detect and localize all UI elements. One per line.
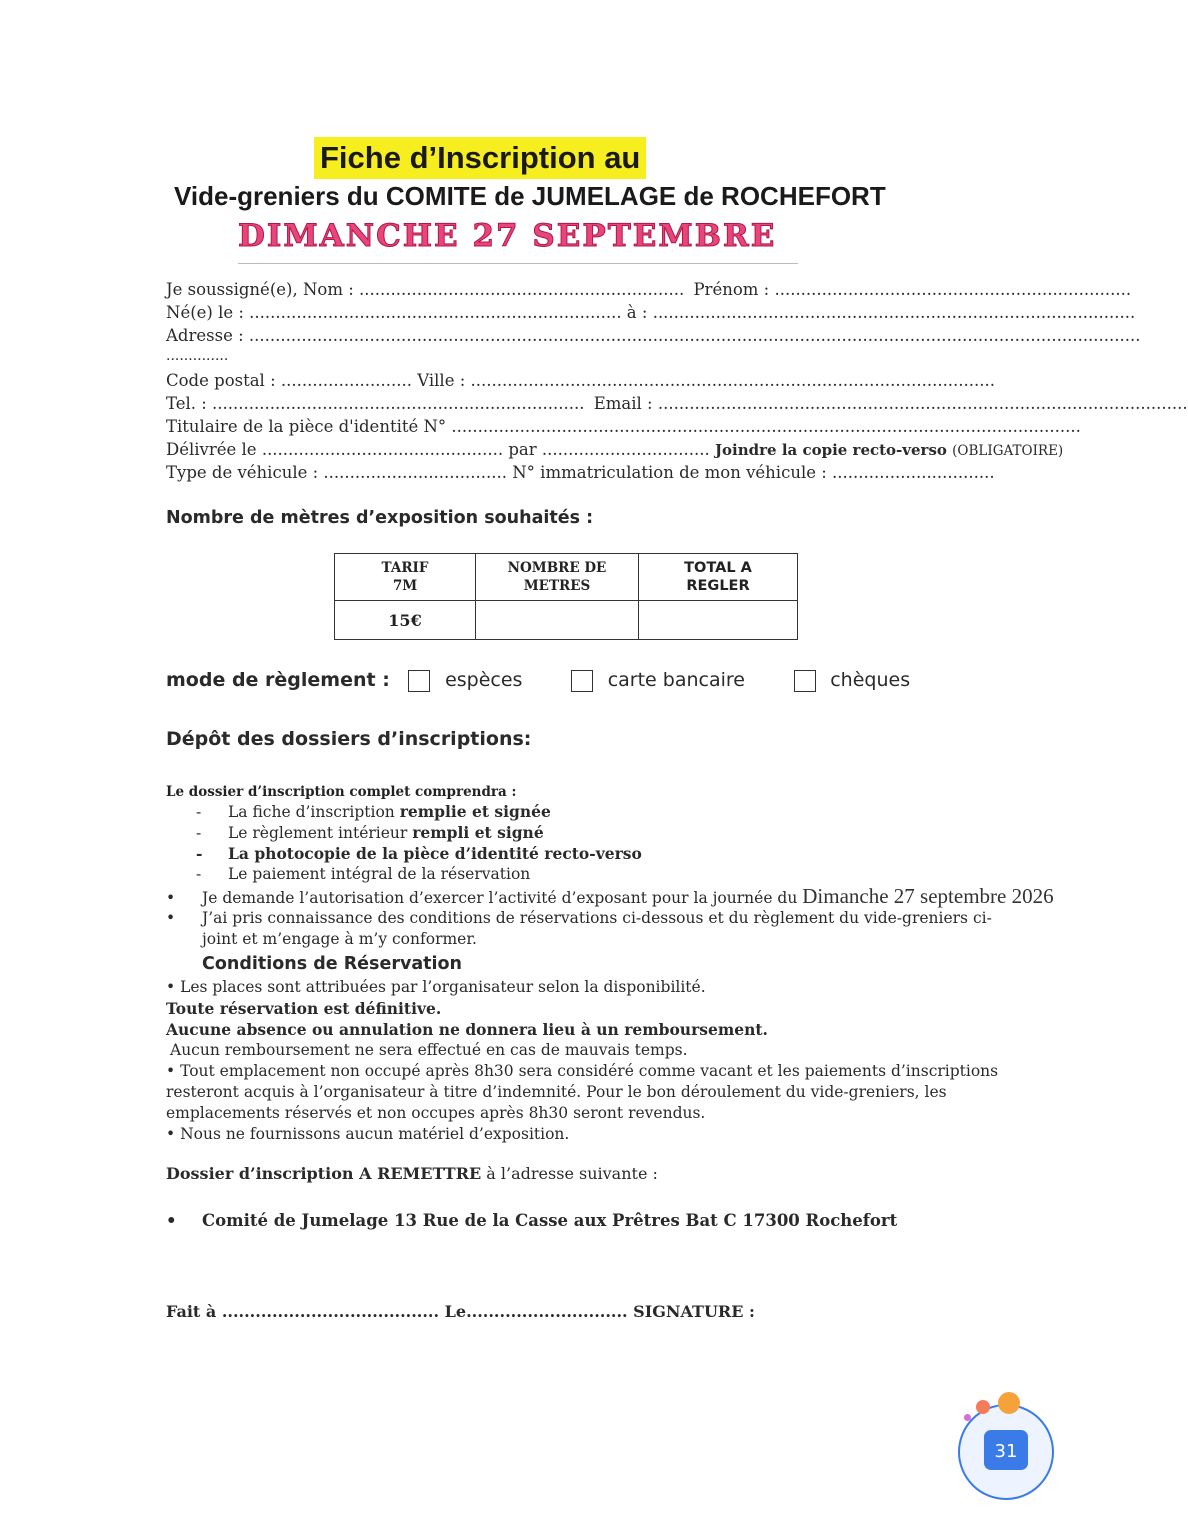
list-item: - Le règlement intérieur rempli et signé [196, 823, 544, 842]
table-row [335, 601, 798, 640]
id-issued-field: Délivrée le .............................................. par ................................ [166, 440, 710, 459]
phone-field: Tel. : ....................................................................... [166, 394, 585, 413]
decorative-dot [964, 1414, 971, 1421]
phone-email-line [166, 394, 1188, 413]
tariff-header: TARIF 7M [335, 554, 476, 601]
postal-city-line: Code postal : ......................... Ville : .................................................................................................... [166, 371, 996, 390]
vehicle-line: Type de véhicule : ................................... N° immatriculation de mon véhicule : ............................... [166, 463, 995, 482]
birth-line: Né(e) le : ....................................................................... à : ............................................................................................ [166, 303, 1136, 322]
calendar-icon: 31 [984, 1430, 1028, 1470]
address-line: Adresse : .......................................................................................................................................................................... [166, 326, 1141, 345]
price-cell: 15€ [335, 601, 476, 640]
tariff-table [334, 553, 798, 640]
total-cell[interactable] [639, 601, 798, 640]
card-label: carte bancaire [607, 669, 745, 691]
metres-header: NOMBRE DE METRES [476, 554, 639, 601]
list-item: - Le paiement intégral de la réservation [196, 865, 531, 883]
card-checkbox[interactable] [571, 670, 593, 692]
calendar-badge[interactable] [958, 1404, 1054, 1500]
authorization-bullet: • Je demande l’autorisation d’exercer l’activité d’exposant pour la journée du Dimanche 27 septembre 2026 [166, 884, 1054, 908]
decorative-dot [976, 1400, 990, 1414]
firstname-field: Prénom : .................................................................... [693, 280, 1132, 299]
dossier-intro: Le dossier d’inscription complet comprendra : [166, 784, 517, 800]
payment-label: mode de règlement : [166, 669, 390, 691]
signature-line: Fait à ....................................... Le............................. SIGNATURE : [166, 1302, 755, 1321]
event-subtitle: Vide-greniers du COMITE de JUMELAGE de ROCHEFORT [174, 181, 886, 211]
condition-line: • Nous ne fournissons aucun matériel d’exposition. [166, 1125, 570, 1143]
mandatory-note: (OBLIGATOIRE) [952, 443, 1064, 459]
submission-address: • Comité de Jumelage 13 Rue de la Casse aux Prêtres Bat C 17300 Rochefort [166, 1211, 898, 1230]
metres-heading: Nombre de mètres d’exposition souhaités : [166, 508, 594, 528]
event-date-filled: Dimanche 27 septembre 2026 [802, 884, 1054, 908]
id-issued-line [166, 440, 1063, 459]
name-line [166, 280, 1131, 299]
cash-label: espèces [445, 669, 523, 691]
name-field: Je soussigné(e), Nom : .............................................................. [166, 280, 685, 299]
decorative-dot [998, 1392, 1020, 1414]
table-header-row [335, 554, 798, 601]
metres-cell[interactable] [476, 601, 639, 640]
header-divider [238, 263, 798, 264]
list-item: - La photocopie de la pièce d’identité recto-verso [196, 844, 642, 863]
cash-checkbox[interactable] [408, 670, 430, 692]
condition-line: Toute réservation est définitive. [166, 999, 442, 1018]
cheque-label: chèques [830, 669, 911, 691]
conditions-heading: Conditions de Réservation [202, 954, 463, 974]
condition-line: Aucune absence ou annulation ne donnera lieu à un remboursement. [166, 1020, 768, 1039]
acknowledgement-bullet: • J’ai pris connaissance des conditions de réservations ci-dessous et du règlement du vide-greniers ci- [166, 909, 992, 927]
id-number-line: Titulaire de la pièce d'identité N° ........................................................................................................................ [166, 417, 1081, 436]
attach-copy-note: Joindre la copie recto-verso [714, 441, 947, 459]
acknowledgement-bullet-continued: joint et m’engage à m’y conformer. [202, 930, 477, 948]
depot-heading: Dépôt des dossiers d’inscriptions: [166, 728, 532, 750]
condition-line: Aucun remboursement ne sera effectué en cas de mauvais temps. [170, 1041, 688, 1059]
event-date: DIMANCHE 27 SEPTEMBRE [238, 218, 777, 254]
cheque-checkbox[interactable] [794, 670, 816, 692]
condition-line: emplacements réservés et non occupes après 8h30 seront revendus. [166, 1104, 706, 1122]
condition-line: • Tout emplacement non occupé après 8h30 sera considéré comme vacant et les paiements d’inscriptions [166, 1062, 999, 1080]
condition-line: resteront acquis à l’organisateur à titre d’indemnité. Pour le bon déroulement du vide-greniers, les [166, 1083, 947, 1101]
list-item: - La fiche d’inscription remplie et signée [196, 802, 551, 821]
email-field: Email : ..................................................................................................... [593, 394, 1188, 413]
total-header: TOTAL A REGLER [639, 554, 798, 601]
submission-label: Dossier d’inscription A REMETTRE à l’adresse suivante : [166, 1164, 658, 1183]
payment-mode [166, 669, 910, 692]
address-line-continued: .............. [166, 348, 229, 364]
form-title: Fiche d’Inscription au [314, 137, 646, 179]
condition-line: • Les places sont attribuées par l’organisateur selon la disponibilité. [166, 978, 706, 996]
